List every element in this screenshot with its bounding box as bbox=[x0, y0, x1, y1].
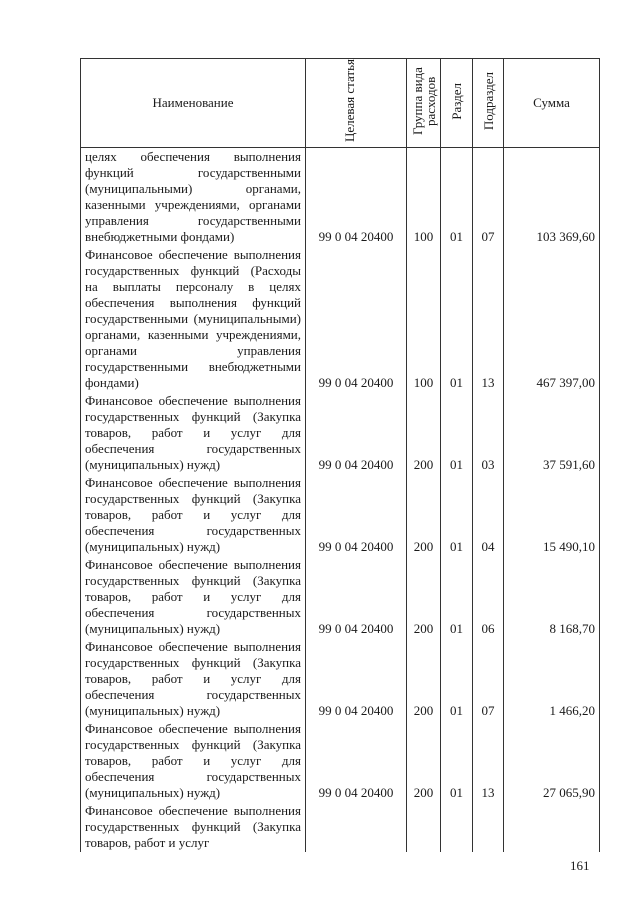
cell-section: 01 bbox=[441, 638, 473, 720]
cell-sum: 467 397,00 bbox=[504, 246, 600, 392]
cell-sum: 103 369,60 bbox=[504, 148, 600, 247]
cell-subsection: 06 bbox=[473, 556, 504, 638]
cell-name: Финансовое обеспечение выполнения государственных функций (Закупка товаров, работ и услуг для обеспечения государственных (муниципальных) нужд) bbox=[81, 638, 306, 720]
cell-target: 99 0 04 20400 bbox=[306, 638, 407, 720]
cell-sum bbox=[504, 802, 600, 852]
table-row bbox=[81, 638, 600, 720]
cell-sum: 15 490,10 bbox=[504, 474, 600, 556]
cell-name: Финансовое обеспечение выполнения государственных функций (Расходы на выплаты персоналу в целях обеспечения выполнения функций государственными (муниципальными) органами, казенными учреждениями, органами управления государственными внебюджетными фондами) bbox=[81, 246, 306, 392]
cell-section bbox=[441, 802, 473, 852]
header-group-label: Группа вида расходов bbox=[410, 67, 438, 135]
cell-target: 99 0 04 20400 bbox=[306, 720, 407, 802]
cell-section: 01 bbox=[441, 474, 473, 556]
expenditure-table bbox=[80, 58, 600, 852]
cell-section: 01 bbox=[441, 246, 473, 392]
header-name: Наименование bbox=[81, 59, 306, 148]
header-section bbox=[441, 59, 473, 148]
cell-group: 100 bbox=[407, 148, 441, 247]
cell-group: 200 bbox=[407, 474, 441, 556]
cell-target: 99 0 04 20400 bbox=[306, 148, 407, 247]
cell-subsection: 04 bbox=[473, 474, 504, 556]
header-subsection-label: Подраздел bbox=[480, 71, 496, 131]
cell-target bbox=[306, 802, 407, 852]
cell-subsection: 13 bbox=[473, 720, 504, 802]
table-row bbox=[81, 474, 600, 556]
table-row bbox=[81, 720, 600, 802]
cell-group bbox=[407, 802, 441, 852]
cell-group: 200 bbox=[407, 556, 441, 638]
cell-section: 01 bbox=[441, 148, 473, 247]
cell-name: Финансовое обеспечение выполнения государственных функций (Закупка товаров, работ и услуг для обеспечения государственных (муниципальных) нужд) bbox=[81, 474, 306, 556]
table-row bbox=[81, 148, 600, 247]
table-row bbox=[81, 802, 600, 852]
table-row bbox=[81, 246, 600, 392]
table-header-row bbox=[81, 59, 600, 148]
cell-sum: 27 065,90 bbox=[504, 720, 600, 802]
cell-name: Финансовое обеспечение выполнения государственных функций (Закупка товаров, работ и услуг для обеспечения государственных (муниципальных) нужд) bbox=[81, 720, 306, 802]
cell-target: 99 0 04 20400 bbox=[306, 392, 407, 474]
header-sum: Сумма bbox=[504, 59, 600, 148]
cell-name: Финансовое обеспечение выполнения государственных функций (Закупка товаров, работ и услуг для обеспечения государственных (муниципальных) нужд) bbox=[81, 392, 306, 474]
cell-target: 99 0 04 20400 bbox=[306, 246, 407, 392]
cell-subsection: 07 bbox=[473, 638, 504, 720]
cell-subsection bbox=[473, 802, 504, 852]
header-group bbox=[407, 59, 441, 148]
table-row bbox=[81, 392, 600, 474]
cell-name: целях обеспечения выполнения функций государственными (муниципальными) органами, казенными учреждениями, органами управления государственными внебюджетными фондами) bbox=[81, 148, 306, 247]
header-subsection bbox=[473, 59, 504, 148]
cell-group: 100 bbox=[407, 246, 441, 392]
cell-group: 200 bbox=[407, 720, 441, 802]
cell-subsection: 03 bbox=[473, 392, 504, 474]
cell-name: Финансовое обеспечение выполнения государственных функций (Закупка товаров, работ и услуг для обеспечения государственных (муниципальных) нужд) bbox=[81, 556, 306, 638]
cell-target: 99 0 04 20400 bbox=[306, 474, 407, 556]
cell-subsection: 07 bbox=[473, 148, 504, 247]
cell-sum: 37 591,60 bbox=[504, 392, 600, 474]
cell-section: 01 bbox=[441, 392, 473, 474]
cell-section: 01 bbox=[441, 556, 473, 638]
cell-name: Финансовое обеспечение выполнения государственных функций (Закупка товаров, работ и услуг bbox=[81, 802, 306, 852]
cell-sum: 1 466,20 bbox=[504, 638, 600, 720]
header-target-label: Целевая статья bbox=[342, 59, 357, 143]
cell-group: 200 bbox=[407, 638, 441, 720]
cell-target: 99 0 04 20400 bbox=[306, 556, 407, 638]
header-target bbox=[306, 59, 407, 148]
cell-subsection: 13 bbox=[473, 246, 504, 392]
cell-sum: 8 168,70 bbox=[504, 556, 600, 638]
header-section-label: Раздел bbox=[449, 82, 464, 120]
table-row bbox=[81, 556, 600, 638]
page-number: 161 bbox=[570, 858, 590, 873]
cell-group: 200 bbox=[407, 392, 441, 474]
cell-section: 01 bbox=[441, 720, 473, 802]
